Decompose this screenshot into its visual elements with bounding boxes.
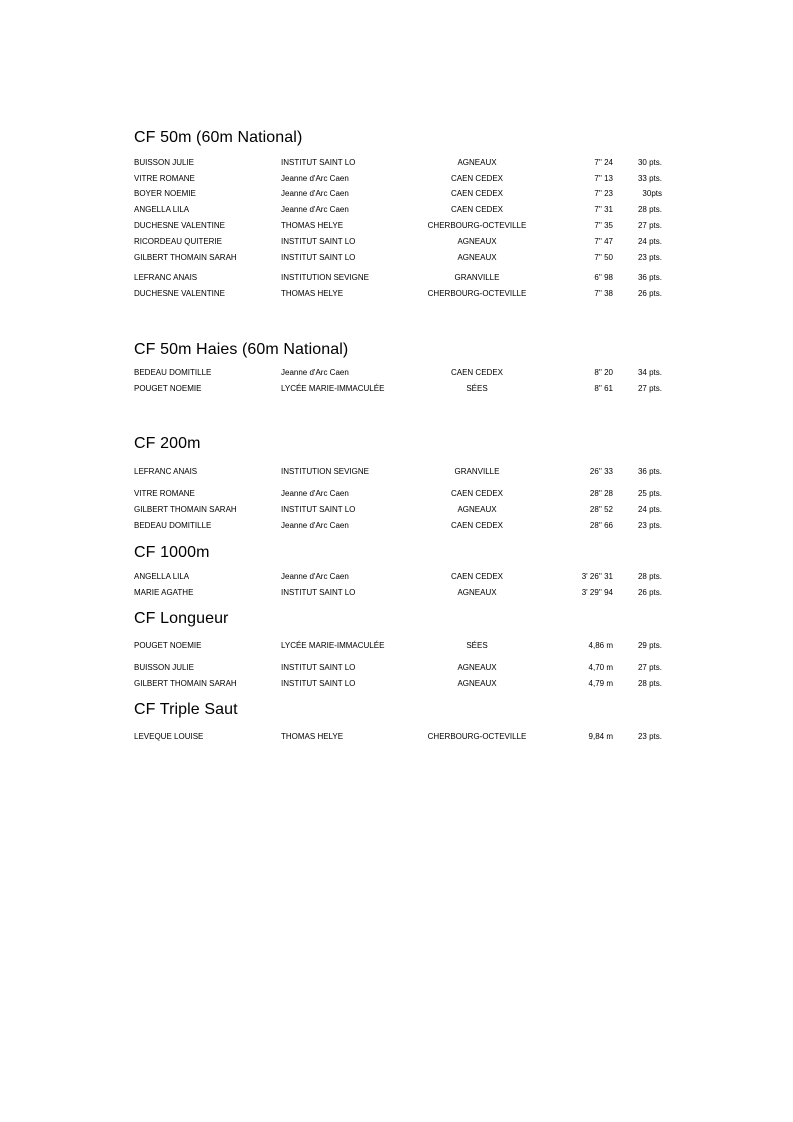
athlete-name: GILBERT THOMAIN SARAH [134, 253, 237, 262]
city-name: CHERBOURG-OCTEVILLE [427, 221, 527, 230]
result-row [0, 488, 793, 500]
school-name: INSTITUTION SEVIGNE [281, 273, 370, 282]
athlete-name: VITRE ROMANE [134, 489, 195, 498]
school-name: THOMAS HELYE [281, 221, 344, 230]
points: 24 pts. [637, 237, 662, 246]
performance: 9,84 m [588, 732, 613, 741]
result-row [0, 173, 793, 185]
result-row [0, 678, 793, 690]
points: 27 pts. [637, 384, 662, 393]
athlete-name: GILBERT THOMAIN SARAH [134, 679, 237, 688]
school-name: INSTITUT SAINT LO [281, 679, 356, 688]
performance: 26'' 33 [589, 467, 613, 476]
school-name: INSTITUT SAINT LO [281, 158, 356, 167]
athlete-name: BOYER NOEMIE [134, 189, 196, 198]
points: 27 pts. [637, 221, 662, 230]
school-name: INSTITUT SAINT LO [281, 505, 356, 514]
result-row [0, 504, 793, 516]
school-name: LYCÉE MARIE-IMMACULÉE [281, 641, 385, 650]
section-title-50m-haies: CF 50m Haies (60m National) [134, 341, 349, 358]
performance: 4,86 m [588, 641, 613, 650]
section-title-longueur: CF Longueur [134, 610, 229, 627]
result-row [0, 288, 793, 300]
result-row [0, 220, 793, 232]
result-row [0, 662, 793, 674]
athlete-name: RICORDEAU QUITERIE [134, 237, 223, 246]
city-name: CAEN CEDEX [450, 368, 503, 377]
athlete-name: BUISSON JULIE [134, 663, 195, 672]
result-row [0, 157, 793, 169]
performance: 8'' 20 [594, 368, 613, 377]
points: 25 pts. [637, 489, 662, 498]
points: 30pts [642, 189, 662, 198]
points: 24 pts. [637, 505, 662, 514]
result-row [0, 188, 793, 200]
athlete-name: BUISSON JULIE [134, 158, 195, 167]
school-name: Jeanne d'Arc Caen [281, 572, 349, 581]
city-name: AGNEAUX [457, 505, 497, 514]
points: 29 pts. [637, 641, 662, 650]
school-name: Jeanne d'Arc Caen [281, 205, 349, 214]
performance: 7'' 47 [594, 237, 613, 246]
result-row [0, 272, 793, 284]
points: 28 pts. [637, 679, 662, 688]
points: 28 pts. [637, 205, 662, 214]
athlete-name: LEFRANC ANAIS [134, 273, 198, 282]
result-row [0, 587, 793, 599]
school-name: INSTITUTION SEVIGNE [281, 467, 370, 476]
points: 30 pts. [637, 158, 662, 167]
points: 28 pts. [637, 572, 662, 581]
athlete-name: POUGET NOEMIE [134, 384, 202, 393]
city-name: GRANVILLE [454, 467, 500, 476]
points: 26 pts. [637, 588, 662, 597]
school-name: Jeanne d'Arc Caen [281, 489, 349, 498]
school-name: INSTITUT SAINT LO [281, 253, 356, 262]
performance: 28'' 52 [589, 505, 613, 514]
athlete-name: DUCHESNE VALENTINE [134, 289, 225, 298]
city-name: CHERBOURG-OCTEVILLE [427, 732, 527, 741]
city-name: CAEN CEDEX [450, 189, 503, 198]
athlete-name: BEDEAU DOMITILLE [134, 368, 212, 377]
athlete-name: DUCHESNE VALENTINE [134, 221, 225, 230]
result-row [0, 204, 793, 216]
city-name: CAEN CEDEX [450, 205, 503, 214]
city-name: CAEN CEDEX [450, 489, 503, 498]
points: 27 pts. [637, 663, 662, 672]
city-name: CHERBOURG-OCTEVILLE [427, 289, 527, 298]
city-name: AGNEAUX [457, 679, 497, 688]
performance: 3' 26'' 31 [581, 572, 613, 581]
result-row [0, 466, 793, 478]
city-name: CAEN CEDEX [450, 572, 503, 581]
athlete-name: BEDEAU DOMITILLE [134, 521, 212, 530]
performance: 7'' 38 [594, 289, 613, 298]
performance: 7'' 35 [594, 221, 613, 230]
section-title-1000m: CF 1000m [134, 544, 210, 561]
performance: 28'' 28 [589, 489, 613, 498]
athlete-name: ANGELLA LILA [134, 205, 190, 214]
points: 23 pts. [637, 521, 662, 530]
city-name: GRANVILLE [454, 273, 500, 282]
performance: 28'' 66 [589, 521, 613, 530]
points: 26 pts. [637, 289, 662, 298]
result-row [0, 520, 793, 532]
athlete-name: ANGELLA LILA [134, 572, 190, 581]
city-name: SÉES [466, 384, 488, 393]
school-name: LYCÉE MARIE-IMMACULÉE [281, 384, 385, 393]
performance: 6'' 98 [594, 273, 613, 282]
city-name: AGNEAUX [457, 588, 497, 597]
city-name: AGNEAUX [457, 158, 497, 167]
performance: 4,79 m [588, 679, 613, 688]
result-row [0, 640, 793, 652]
points: 23 pts. [637, 732, 662, 741]
athlete-name: VITRE ROMANE [134, 174, 195, 183]
city-name: AGNEAUX [457, 237, 497, 246]
section-title-triple-saut: CF Triple Saut [134, 701, 238, 718]
result-row [0, 731, 793, 743]
result-row [0, 236, 793, 248]
performance: 7'' 31 [594, 205, 613, 214]
athlete-name: POUGET NOEMIE [134, 641, 202, 650]
result-row [0, 383, 793, 395]
city-name: AGNEAUX [457, 253, 497, 262]
section-title-50m: CF 50m (60m National) [134, 129, 303, 146]
section-title-200m: CF 200m [134, 435, 201, 452]
points: 23 pts. [637, 253, 662, 262]
city-name: AGNEAUX [457, 663, 497, 672]
performance: 8'' 61 [594, 384, 613, 393]
points: 36 pts. [637, 273, 662, 282]
points: 36 pts. [637, 467, 662, 476]
result-row [0, 252, 793, 264]
points: 33 pts. [637, 174, 662, 183]
school-name: INSTITUT SAINT LO [281, 663, 356, 672]
school-name: Jeanne d'Arc Caen [281, 189, 349, 198]
city-name: SÉES [466, 641, 488, 650]
performance: 7'' 23 [594, 189, 613, 198]
school-name: INSTITUT SAINT LO [281, 237, 356, 246]
athlete-name: MARIE AGATHE [134, 588, 194, 597]
performance: 4,70 m [588, 663, 613, 672]
performance: 7'' 24 [594, 158, 613, 167]
result-row [0, 367, 793, 379]
performance: 3' 29'' 94 [581, 588, 613, 597]
performance: 7'' 13 [594, 174, 613, 183]
athlete-name: LEVEQUE LOUISE [134, 732, 204, 741]
city-name: CAEN CEDEX [450, 521, 503, 530]
school-name: Jeanne d'Arc Caen [281, 174, 349, 183]
points: 34 pts. [637, 368, 662, 377]
school-name: INSTITUT SAINT LO [281, 588, 356, 597]
athlete-name: LEFRANC ANAIS [134, 467, 198, 476]
athlete-name: GILBERT THOMAIN SARAH [134, 505, 237, 514]
school-name: THOMAS HELYE [281, 289, 344, 298]
school-name: THOMAS HELYE [281, 732, 344, 741]
performance: 7'' 50 [594, 253, 613, 262]
result-row [0, 571, 793, 583]
school-name: Jeanne d'Arc Caen [281, 368, 349, 377]
city-name: CAEN CEDEX [450, 174, 503, 183]
school-name: Jeanne d'Arc Caen [281, 521, 349, 530]
